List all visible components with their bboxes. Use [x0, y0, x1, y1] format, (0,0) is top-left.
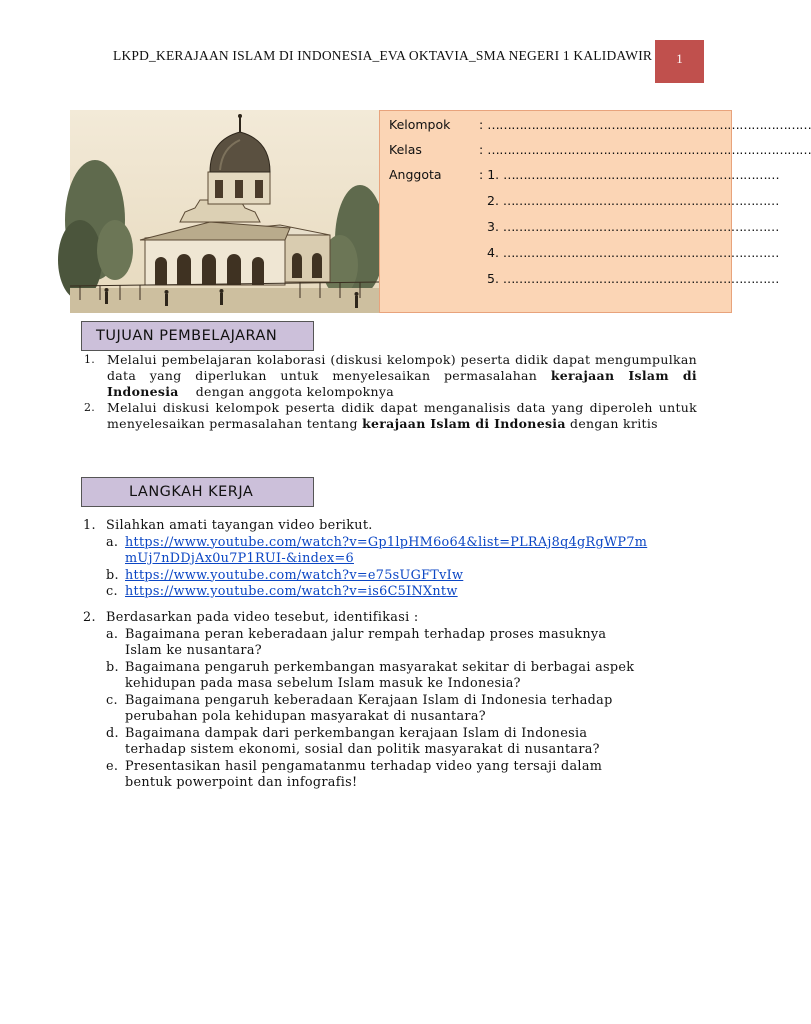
question-item	[83, 693, 703, 726]
member-blank[interactable]: ……………………………………………………………	[502, 271, 779, 286]
objective-bold-topic: kerajaan Islam di Indonesia	[362, 416, 566, 431]
step-1	[83, 518, 703, 601]
kelompok-label: Kelompok	[389, 117, 451, 132]
steps-heading: LANGKAH KERJA	[81, 477, 314, 507]
link-letter: c.	[106, 584, 118, 599]
video-link-c[interactable]: https://www.youtube.com/watch?v=is6C5INXntw	[125, 584, 458, 599]
kelompok-row	[389, 117, 811, 132]
objective-number: 1.	[84, 353, 96, 366]
video-link-item	[83, 568, 703, 585]
kelas-row	[389, 142, 811, 157]
member-number: 3.	[487, 219, 499, 234]
member-number: 1.	[487, 167, 500, 182]
objective-text: Melalui pembelajaran kolaborasi (diskusi kelompok) peserta didik dapat mengumpulkan data yang diperlukan untuk menyelesaikan permasalahan kerajaan Islam di Indonesia dengan anggota kelompoknya	[107, 352, 697, 399]
question-letter: b.	[106, 659, 119, 675]
kelompok-colon: :	[479, 117, 484, 132]
member-blank[interactable]: ……………………………………………………………	[502, 245, 779, 260]
question-item	[83, 627, 703, 660]
kelas-label: Kelas	[389, 142, 422, 157]
objective-item	[84, 400, 697, 432]
member-number: 5.	[487, 271, 499, 286]
member-number: 4.	[487, 245, 499, 260]
anggota-row	[389, 167, 779, 182]
video-link-b[interactable]: https://www.youtube.com/watch?v=e75sUGFTvIw	[125, 567, 464, 583]
member-row	[487, 245, 779, 260]
question-item	[83, 726, 703, 759]
objectives-list	[84, 352, 697, 432]
member-row	[487, 271, 779, 286]
page-number-badge: 1	[655, 40, 704, 83]
step-number: 2.	[83, 610, 96, 625]
objective-text: Melalui diskusi kelompok peserta didik dapat menganalisis data yang diperoleh untuk menyelesaikan permasalahan tentang kerajaan Islam di Indonesia dengan kritis	[107, 400, 697, 431]
group-identity-box	[379, 110, 811, 313]
kelas-blank[interactable]: ………………………………………………………………………	[487, 142, 811, 157]
objective-bold-topic: kerajaan Islam di Indonesia	[107, 368, 697, 399]
objectives-heading: TUJUAN PEMBELAJARAN	[81, 321, 314, 351]
step-text: Berdasarkan pada video tesebut, identifikasi :	[106, 610, 419, 625]
question-item	[83, 759, 703, 792]
member-row	[487, 193, 779, 208]
video-link-item	[83, 584, 703, 601]
member-number: 2.	[487, 193, 499, 208]
question-letter: c.	[106, 692, 118, 708]
document-title: LKPD_KERAJAAN ISLAM DI INDONESIA_EVA OKTAVIA_SMA NEGERI 1 KALIDAWIR	[113, 48, 653, 63]
kelompok-blank[interactable]: ………………………………………………………………………	[487, 117, 811, 132]
question-letter: e.	[106, 758, 119, 774]
question-letter: a.	[106, 626, 119, 642]
objective-number: 2.	[84, 401, 96, 414]
objective-item	[84, 352, 697, 400]
member-blank[interactable]: ……………………………………………………………	[502, 219, 779, 234]
link-letter: a.	[106, 534, 119, 550]
member-blank[interactable]: ……………………………………………………………	[502, 193, 779, 208]
question-text: Bagaimana peran keberadaan jalur rempah terhadap proses masuknya Islam ke nusantara?	[125, 626, 607, 658]
kelas-colon: :	[479, 142, 484, 157]
anggota-colon: :	[479, 167, 484, 182]
question-text: Bagaimana pengaruh keberadaan Kerajaan Islam di Indonesia terhadap perubahan pola kehidupan masyarakat di nusantara?	[125, 692, 613, 724]
step-2	[83, 610, 703, 792]
link-letter: b.	[106, 567, 119, 583]
question-text: Bagaimana pengaruh perkembangan masyarakat sekitar di berbagai aspek kehidupan pada masa sebelum Islam masuk ke Indonesia?	[125, 659, 635, 691]
mosque-illustration	[70, 110, 379, 313]
video-link-a[interactable]: https://www.youtube.com/watch?v=Gp1lpHM6o64&list=PLRAj8q4gRgWP7m mUj7nDDjAx0u7P1RUI-&index=6	[125, 534, 648, 566]
member-blank[interactable]: ……………………………………………………………	[503, 167, 780, 182]
question-text: Bagaimana dampak dari perkembangan kerajaan Islam di Indonesia terhadap sistem ekonomi, sosial dan politik masyarakat di nusantara?	[125, 725, 600, 757]
question-item	[83, 660, 703, 693]
anggota-label: Anggota	[389, 167, 442, 182]
video-link-item	[83, 535, 703, 568]
step-number: 1.	[83, 518, 96, 533]
step-text: Silahkan amati tayangan video berikut.	[106, 518, 373, 533]
question-letter: d.	[106, 725, 119, 741]
question-text: Presentasikan hasil pengamatanmu terhadap video yang tersaji dalam bentuk powerpoint dan infografis!	[125, 758, 603, 790]
member-row	[487, 219, 779, 234]
